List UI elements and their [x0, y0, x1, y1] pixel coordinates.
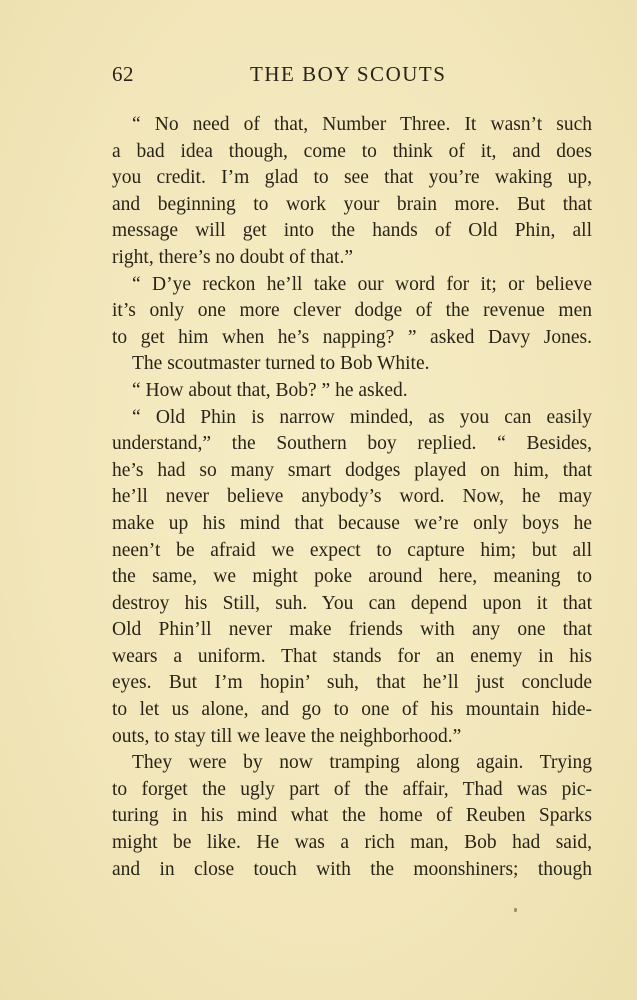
page-header: [112, 62, 592, 92]
text-line: he’ll never believe anybody’s word. Now, he may: [112, 486, 592, 508]
text-line: he’s had so many smart dodges played on him, that: [112, 459, 592, 481]
page-number: 62: [112, 62, 134, 86]
text-line: message will get into the hands of Old Phin, all: [112, 220, 592, 242]
text-line: turing in his mind what the home of Reuben Sparks: [112, 805, 592, 827]
text-line: “ How about that, Bob? ” he asked.: [132, 379, 408, 401]
text-line: “ D’ye reckon he’ll take our word for it; or believe: [132, 273, 592, 295]
text-line: “ No need of that, Number Three. It wasn’t such: [132, 114, 592, 135]
text-line: The scoutmaster turned to Bob White.: [132, 353, 430, 375]
text-line: you credit. I’m glad to see that you’re waking up,: [112, 167, 592, 189]
text-line: “ Old Phin is narrow minded, as you can easily: [132, 406, 592, 428]
text-line: understand,” the Southern boy replied. “ Besides,: [112, 433, 592, 455]
text-line: and beginning to work your brain more. But that: [112, 193, 592, 215]
body-text: [112, 112, 592, 883]
text-line: to forget the ugly part of the affair, Thad was pic-: [112, 778, 592, 800]
text-line: They were by now tramping along again. Trying: [132, 752, 592, 774]
running-head: THE BOY SCOUTS: [250, 62, 447, 86]
text-line: right, there’s no doubt of that.”: [112, 246, 353, 268]
text-line: to get him when he’s napping? ” asked Davy Jones.: [112, 326, 592, 348]
text-line: neen’t be afraid we expect to capture him; but all: [112, 539, 592, 561]
text-line: outs, to stay till we leave the neighborhood.”: [112, 725, 462, 747]
text-line: it’s only one more clever dodge of the revenue men: [112, 300, 592, 322]
text-line: a bad idea though, come to think of it, and does: [112, 140, 592, 162]
text-line: wears a uniform. That stands for an enemy in his: [112, 645, 592, 667]
text-line: make up his mind that because we’re only boys he: [112, 512, 592, 534]
text-line: to let us alone, and go to one of his mountain hide-: [112, 699, 592, 721]
text-line: the same, we might poke around here, meaning to: [112, 566, 592, 588]
text-line: Old Phin’ll never make friends with any one that: [112, 619, 592, 641]
text-line: eyes. But I’m hopin’ suh, that he’ll just conclude: [112, 672, 592, 694]
paper-speck: [514, 908, 517, 912]
text-line: destroy his Still, suh. You can depend upon it that: [112, 592, 592, 614]
text-line: and in close touch with the moonshiners; though: [112, 858, 592, 880]
text-line: might be like. He was a rich man, Bob had said,: [112, 832, 592, 854]
